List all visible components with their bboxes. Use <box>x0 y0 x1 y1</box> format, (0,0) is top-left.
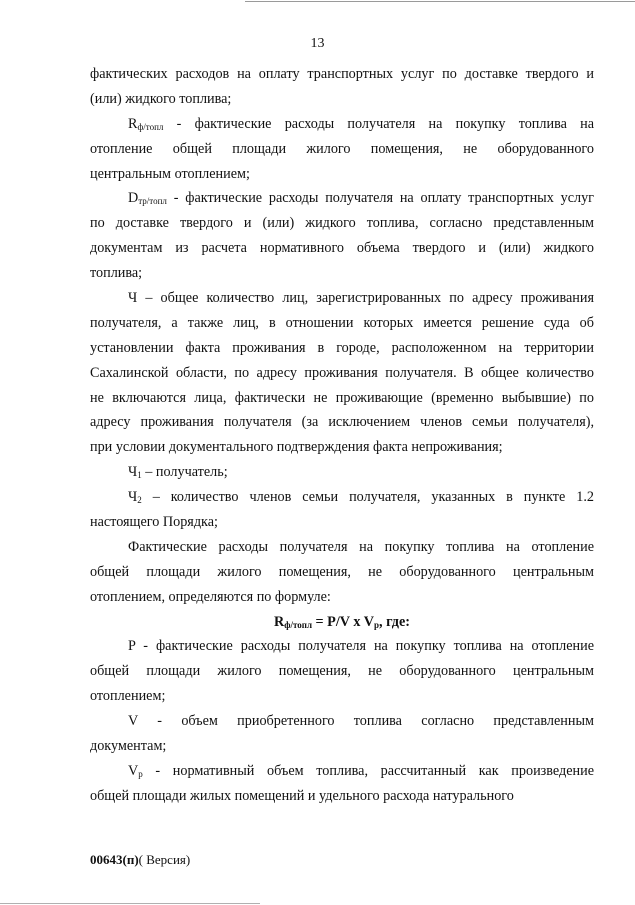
text-line <box>90 410 594 435</box>
text-run: P - фактические расходы получателя на покупку топлива на отопление <box>128 638 594 655</box>
text-line <box>90 485 594 510</box>
text-run: V - объем приобретенного топлива согласно представленным <box>128 713 594 730</box>
text-run: фактических расходов на оплату транспортных услуг по доставке твердого и <box>90 66 594 82</box>
subscript: ф/топл <box>284 619 312 630</box>
text-line <box>90 286 594 311</box>
text-line <box>90 87 594 112</box>
text-line <box>90 510 594 535</box>
text-run: = P/V x V <box>312 613 374 630</box>
text-run: V <box>128 762 139 779</box>
subscript: ф/топл <box>137 121 164 132</box>
text-run: получателя, а также лиц, в отношении которых имеется решение суда об <box>90 314 594 331</box>
text-line <box>90 585 594 610</box>
text-line <box>90 784 594 809</box>
scan-edge-bottom <box>0 903 260 904</box>
text-run: отопление общей площади жилого помещения, не оборудованного <box>90 140 594 157</box>
text-line <box>90 386 594 411</box>
text-run: Ч <box>128 489 138 506</box>
text-run: - фактические расходы получателя на оплату транспортных услуг <box>166 190 594 207</box>
scan-edge-top <box>245 1 635 2</box>
text-line <box>90 659 594 684</box>
subscript: р <box>138 768 143 779</box>
text-line <box>90 112 594 137</box>
text-run: Ч <box>128 464 138 481</box>
text-line <box>90 759 594 784</box>
text-line <box>90 535 594 560</box>
text-line <box>90 684 594 709</box>
text-line <box>90 162 594 187</box>
text-run: R <box>273 613 285 630</box>
document-footer <box>90 852 190 868</box>
text-run: общей площади жилых помещений и удельного расхода натурального <box>90 787 514 804</box>
document-code: 00643(п) <box>90 852 139 867</box>
text-run: – количество членов семьи получателя, указанных в пункте 1.2 <box>141 489 594 506</box>
text-line <box>90 460 594 485</box>
text-run: Сахалинской области, по адресу проживания получателя. В общее количество <box>90 364 594 381</box>
text-run: документам из расчета нормативного объема твердого и (или) жидкого <box>90 240 594 257</box>
text-line <box>90 560 594 585</box>
text-run: Фактические расходы получателя на покупку топлива на отопление <box>128 538 594 555</box>
text-line <box>90 311 594 336</box>
text-run: - нормативный объем топлива, рассчитанный как произведение <box>142 762 594 779</box>
text-run: D <box>128 190 139 207</box>
subscript: тр/топл <box>138 196 167 207</box>
text-run: отоплением, определяются по формуле: <box>90 588 331 605</box>
text-line <box>90 211 594 236</box>
text-line <box>90 435 594 460</box>
text-run: Ч – общее количество лиц, зарегистрированных по адресу проживания <box>128 290 594 307</box>
text-line <box>90 261 594 286</box>
text-line <box>90 137 594 162</box>
text-run: не включаются лица, фактически не проживающие (временно выбывшие) по <box>90 389 594 406</box>
text-run: общей площади жилого помещения, не оборудованного центральным <box>90 663 594 680</box>
text-run: настоящего Порядка; <box>90 514 218 531</box>
text-run: общей площади жилого помещения, не оборудованного центральным <box>90 563 594 580</box>
text-line <box>90 734 594 759</box>
text-run: топлива; <box>90 265 143 282</box>
text-run: документам; <box>90 738 167 755</box>
text-line <box>90 361 594 386</box>
text-line <box>90 336 594 361</box>
text-line <box>90 62 594 87</box>
page-number: 13 <box>310 36 325 51</box>
text-run: – получатель; <box>141 464 228 481</box>
text-run: адресу проживания получателя (за исключением членов семьи получателя), <box>90 414 594 431</box>
subscript: 2 <box>137 495 142 506</box>
text-line <box>90 634 594 659</box>
text-run: при условии документального подтверждения факта непроживания; <box>90 439 503 456</box>
subscript: 1 <box>137 470 142 481</box>
text-run: - фактические расходы получателя на покупку топлива на <box>163 115 594 132</box>
text-line <box>90 236 594 261</box>
text-run: , где: <box>378 613 410 630</box>
text-run: R <box>128 115 138 132</box>
text-run: отоплением; <box>90 688 166 705</box>
document-version-label: ( Версия) <box>138 852 191 867</box>
text-run: центральным отоплением; <box>90 165 250 182</box>
text-run: (или) жидкого топлива; <box>90 90 232 107</box>
text-run: установлении факта проживания в городе, расположенном на территории <box>90 339 594 356</box>
formula-line <box>90 610 594 635</box>
subscript: р <box>373 619 379 630</box>
text-line <box>90 186 594 211</box>
document-body <box>90 62 594 809</box>
text-run: по доставке твердого и (или) жидкого топлива, согласно представленным <box>90 215 594 232</box>
text-line <box>90 709 594 734</box>
